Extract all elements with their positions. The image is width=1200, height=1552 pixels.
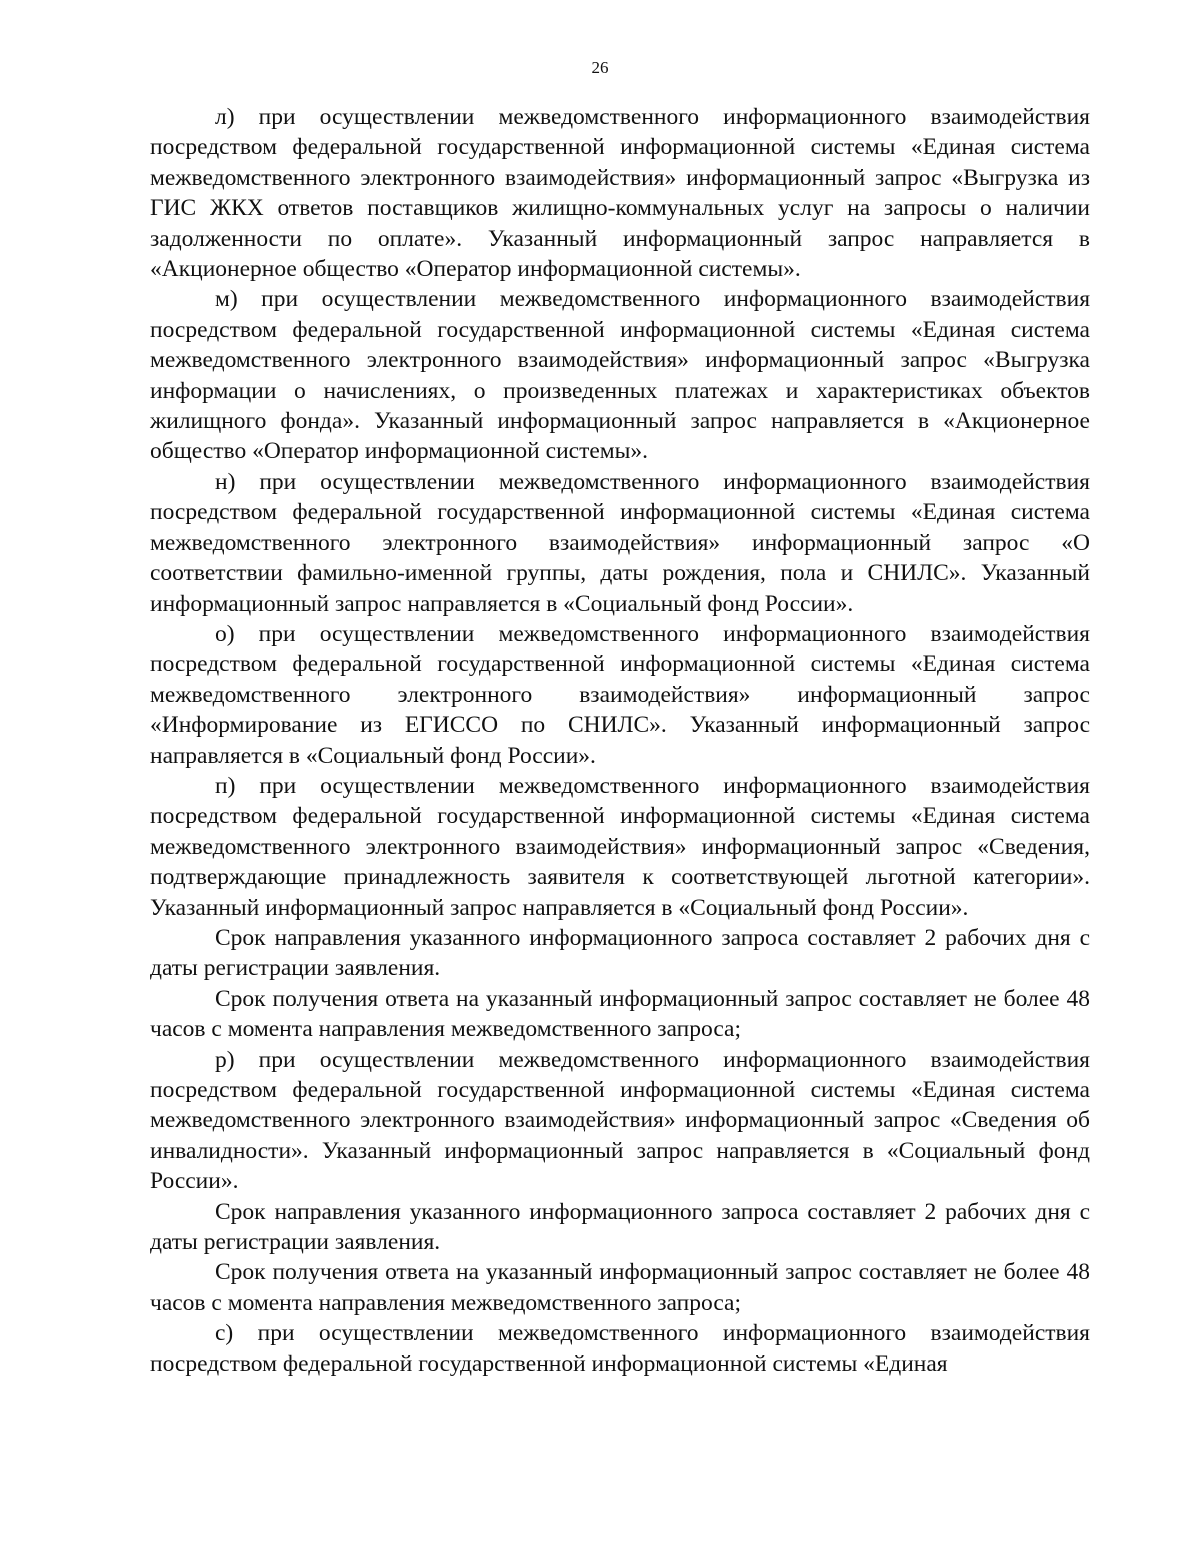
document-body [150, 102, 1090, 1379]
paragraph-deadline-send-2: Срок направления указанного информационного запроса составляет 2 рабочих дня с даты регистрации заявления. [150, 1198, 1090, 1256]
paragraph-s: с) при осуществлении межведомственного информационного взаимодействия посредством федеральной государственной информационной системы «Единая [150, 1320, 1090, 1377]
paragraph-o: о) при осуществлении межведомственного информационного взаимодействия посредством федеральной государственной информационной системы «Единая система межведомственного электронного взаимодействия» информационный запрос «Информирование из ЕГИССО по СНИЛС». Указанный информационный запрос направляется в «Социальный фонд России». [150, 620, 1090, 769]
paragraph-p: п) при осуществлении межведомственного информационного взаимодействия посредством федеральной государственной информационной системы «Единая система межведомственного электронного взаимодействия» информационный запрос «Сведения, подтверждающие принадлежность заявителя к соответствующей льготной категории». Указанный информационный запрос направляется в «Социальный фонд России». [150, 772, 1090, 921]
paragraph-r: р) при осуществлении межведомственного информационного взаимодействия посредством федеральной государственной информационной системы «Единая система межведомственного электронного взаимодействия» информационный запрос «Сведения об инвалидности». Указанный информационный запрос направляется в «Социальный фонд России». [150, 1046, 1090, 1195]
paragraph-deadline-response-1: Срок получения ответа на указанный информационный запрос составляет не более 48 часов с момента направления межведомственного запроса; [150, 985, 1090, 1043]
paragraph-l: л) при осуществлении межведомственного информационного взаимодействия посредством федеральной государственной информационной системы «Единая система межведомственного электронного взаимодействия» информационный запрос «Выгрузка из ГИС ЖКХ ответов поставщиков жилищно-коммунальных услуг на запросы о наличии задолженности по оплате». Указанный информационный запрос направляется в «Акционерное общество «Оператор информационной системы». [150, 104, 1090, 283]
paragraph-m: м) при осуществлении межведомственного информационного взаимодействия посредством федеральной государственной информационной системы «Единая система межведомственного электронного взаимодействия» информационный запрос «Выгрузка информации о начислениях, о произведенных платежах и характеристиках объектов жилищного фонда». Указанный информационный запрос направляется в «Акционерное общество «Оператор информационной системы». [150, 286, 1090, 465]
paragraph-n: н) при осуществлении межведомственного информационного взаимодействия посредством федеральной государственной информационной системы «Единая система межведомственного электронного взаимодействия» информационный запрос «О соответствии фамильно-именной группы, даты рождения, пола и СНИЛС». Указанный информационный запрос направляется в «Социальный фонд России». [150, 468, 1090, 617]
paragraph-deadline-response-2: Срок получения ответа на указанный информационный запрос составляет не более 48 часов с момента направления межведомственного запроса; [150, 1259, 1090, 1316]
paragraph-deadline-send-1: Срок направления указанного информационного запроса составляет 2 рабочих дня с даты регистрации заявления. [150, 924, 1090, 982]
page-number: 26 [591, 58, 609, 77]
